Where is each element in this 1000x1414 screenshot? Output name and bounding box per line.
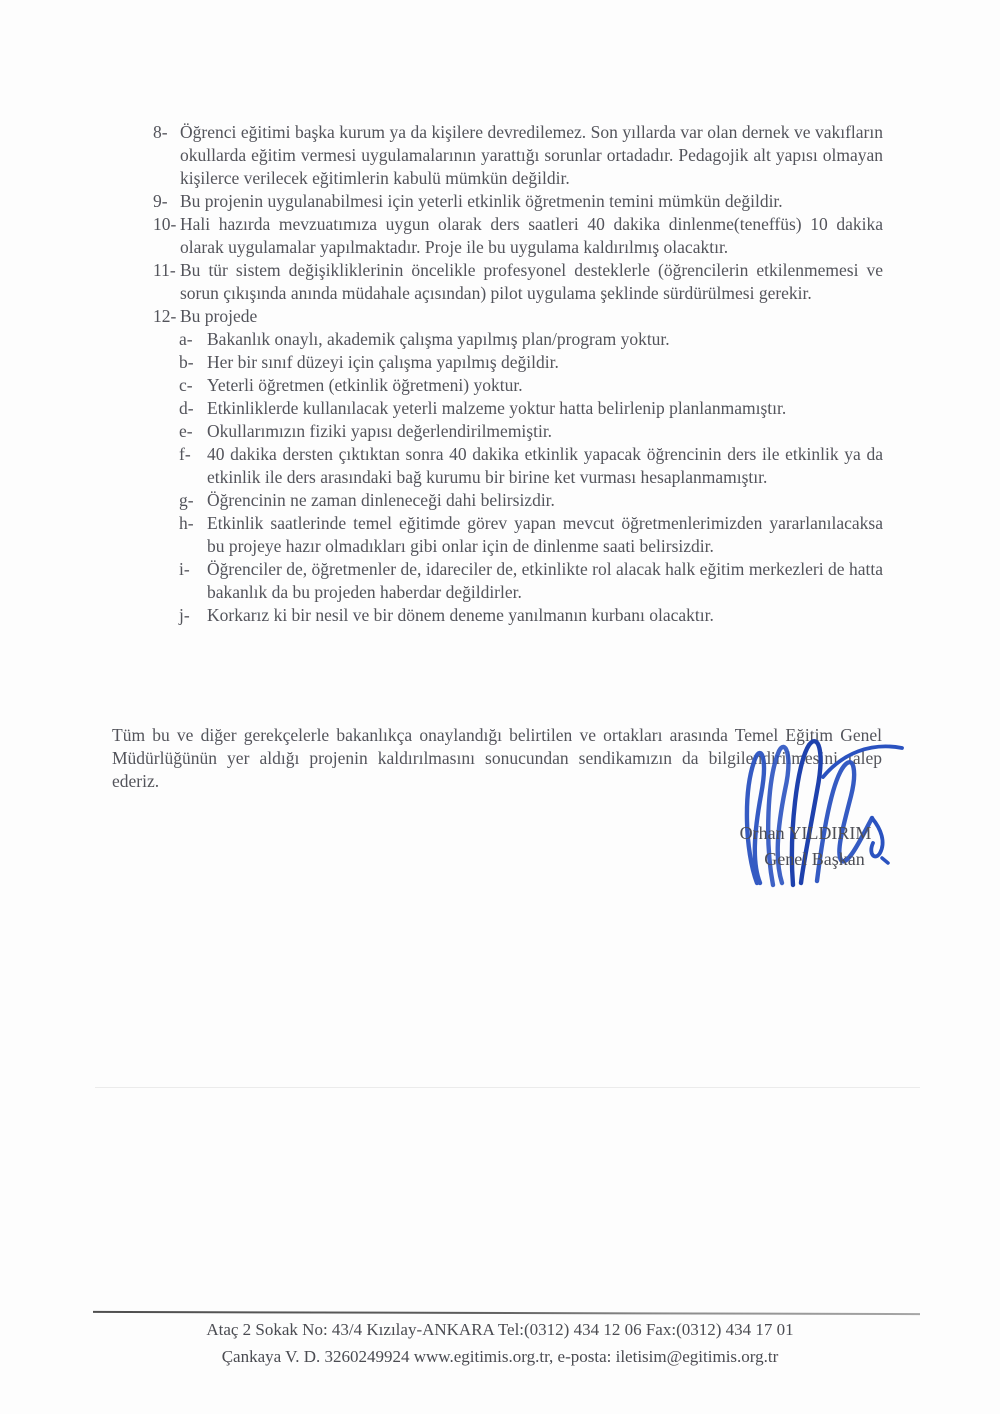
- sub-item-letter: i-: [179, 559, 190, 579]
- list-item-12: [153, 305, 883, 328]
- sub-item-text: Her bir sınıf düzeyi için çalışma yapılmış değildir.: [207, 352, 559, 372]
- sub-item-letter: c-: [179, 375, 193, 395]
- closing-paragraph: Tüm bu ve diğer gerekçelerle bakanlıkça onaylandığı belirtilen ve ortakları arasında Temel Eğitim Genel Müdürlüğünün yer aldığı projenin kaldırılmasını sonucundan sendikamızın da bilgilendirilmesini talep ederiz.: [112, 725, 882, 791]
- footer: [0, 1316, 1000, 1370]
- list-item-number: 12-: [153, 306, 177, 326]
- sub-list: [179, 328, 883, 627]
- list-item-number: 10-: [153, 214, 177, 234]
- list-item-9: [153, 190, 883, 213]
- list-item-text: Bu projede: [180, 306, 258, 326]
- list-item-text: Hali hazırda mevzuatımıza uygun olarak ders saatleri 40 dakika dinlenme(teneffüs) 10 dakika olarak uygulamalar yapılmaktadır. Proje ile bu uygulama kaldırılmış olacaktır.: [180, 214, 883, 257]
- sub-item-text: Öğrencinin ne zaman dinleneceği dahi belirsizdir.: [207, 490, 555, 510]
- list-item-11: [153, 259, 883, 305]
- sub-item-text: Okullarımızın fiziki yapısı değerlendirilmemiştir.: [207, 421, 553, 441]
- sub-item-text: Yeterli öğretmen (etkinlik öğretmeni) yoktur.: [207, 375, 523, 395]
- sub-item-letter: a-: [179, 329, 193, 349]
- list-item-text: Bu projenin uygulanabilmesi için yeterli etkinlik öğretmenin temini mümkün değildir.: [180, 191, 783, 211]
- sub-item-letter: g-: [179, 490, 194, 510]
- sub-item-letter: e-: [179, 421, 193, 441]
- footer-contact-line: Çankaya V. D. 3260249924 www.egitimis.org.tr, e-posta: iletisim@egitimis.org.tr: [221, 1347, 779, 1366]
- sub-item-c: [179, 374, 883, 397]
- list-item-number: 9-: [153, 191, 168, 211]
- sub-item-a: [179, 328, 883, 351]
- sub-item-text: Etkinliklerde kullanılacak yeterli malzeme yoktur hatta belirlenip planlanmamıştır.: [207, 398, 787, 418]
- list-item-10: [153, 213, 883, 259]
- sub-item-g: [179, 489, 883, 512]
- list-item-number: 11-: [153, 260, 176, 280]
- list-item-text: Öğrenci eğitimi başka kurum ya da kişilere devredilemez. Son yıllarda var olan dernek ve vakıfların okullarda eğitim vermesi uygulamalarının yarattığı sorunlar ortadadır. Pedagojik alt yapısı olmayan kişilerce verilecek eğitimlerin kabulü mümkün değildir.: [180, 122, 883, 188]
- footer-rule: [93, 1311, 920, 1315]
- sub-item-letter: f-: [179, 444, 191, 464]
- sub-item-text: Bakanlık onaylı, akademik çalışma yapılmış plan/program yoktur.: [207, 329, 670, 349]
- sub-item-letter: d-: [179, 398, 194, 418]
- sub-item-h: [179, 512, 883, 558]
- footer-address-line: Ataç 2 Sokak No: 43/4 Kızılay-ANKARA Tel:(0312) 434 12 06 Fax:(0312) 434 17 01: [206, 1320, 794, 1339]
- sub-item-e: [179, 420, 883, 443]
- sub-item-b: [179, 351, 883, 374]
- sub-item-letter: h-: [179, 513, 194, 533]
- sub-item-j: [179, 604, 883, 627]
- sub-item-i: [179, 558, 883, 604]
- signatory-name: Orhan YILDIRIM: [739, 823, 872, 843]
- sub-item-letter: j-: [179, 605, 190, 625]
- list-item-8: [153, 121, 883, 190]
- sub-item-text: 40 dakika dersten çıktıktan sonra 40 dakika etkinlik yapacak öğrencinin ders ile etkinlik ya da etkinlik ile ders arasındaki bağ kurumu bir birine ket vurması hesaplanmamıştır.: [207, 444, 883, 487]
- signature-block: [708, 820, 903, 872]
- sub-item-text: Öğrenciler de, öğretmenler de, idareciler de, etkinlikte rol alacak halk eğitim merkezleri de hatta bakanlık da bu projeden haberdar değildirler.: [207, 559, 883, 602]
- signatory-title: Genel Başkan: [764, 849, 865, 869]
- faint-horizontal-divider: [95, 1087, 920, 1088]
- sub-item-text: Korkarız ki bir nesil ve bir dönem deneme yanılmanın kurbanı olacaktır.: [207, 605, 714, 625]
- sub-item-f: [179, 443, 883, 489]
- list-item-number: 8-: [153, 122, 168, 142]
- sub-item-letter: b-: [179, 352, 194, 372]
- list-item-text: Bu tür sistem değişikliklerinin öncelikle profesyonel desteklerle (öğrencilerin etkilenmemesi ve sorun çıkışında anında müdahale açısından) pilot uygulama şeklinde sürdürülmesi gerekir.: [180, 260, 883, 303]
- numbered-list: [153, 121, 883, 627]
- sub-item-d: [179, 397, 883, 420]
- sub-item-text: Etkinlik saatlerinde temel eğitimde görev yapan mevcut öğretmenlerimizden yararlanılacaksa bu projeye hazır olmadıkları gibi onlar için de dinlenme saati belirsizdir.: [207, 513, 883, 556]
